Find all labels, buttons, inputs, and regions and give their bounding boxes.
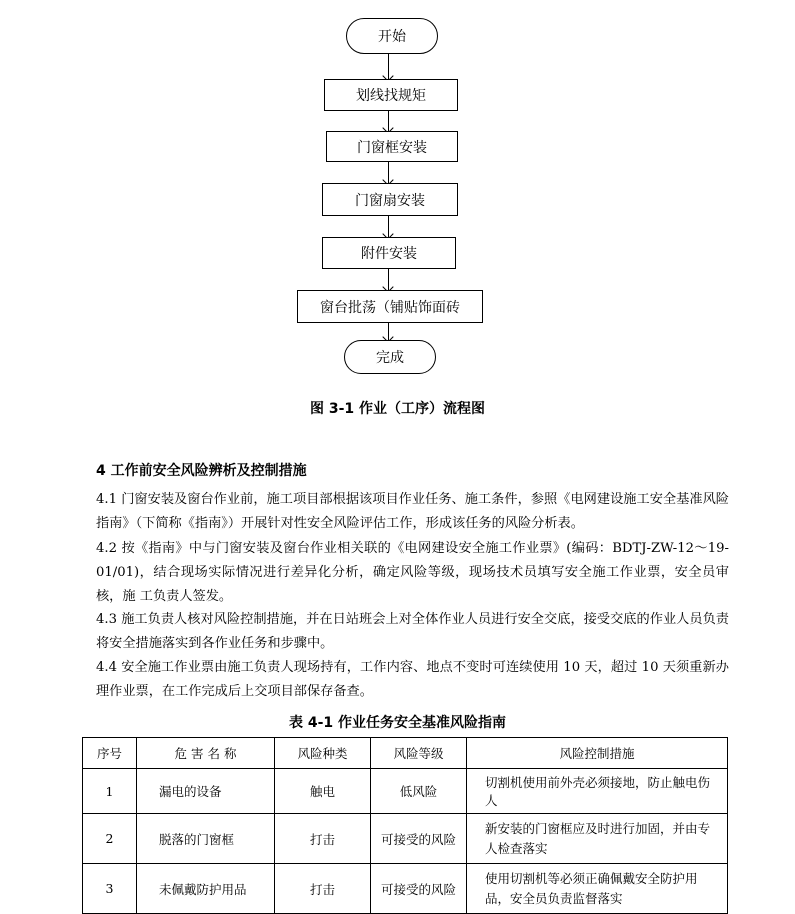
- flow-arrow: [388, 323, 389, 340]
- flow-arrow: [388, 162, 389, 183]
- table-header-row: [83, 738, 728, 769]
- figure-caption: 图 3-1 作业（工序）流程图: [309, 401, 486, 417]
- table-row: [83, 814, 728, 864]
- table-caption: 表 4-1 作业任务安全基准风险指南: [288, 715, 507, 731]
- cell-risk-level: 可接受的风险: [371, 814, 467, 864]
- cell-index: 2: [83, 814, 137, 864]
- header-index: 序号: [83, 738, 137, 769]
- table-row: [83, 769, 728, 814]
- flow-step-sash-install: 门窗扇安装: [322, 183, 458, 216]
- header-control-measures: 风险控制措施: [467, 738, 728, 769]
- cell-index: 3: [83, 864, 137, 914]
- cell-control-measures: 新安装的门窗框应及时进行加固，并由专人检查落实: [467, 814, 728, 864]
- header-hazard: 危 害 名 称: [137, 738, 275, 769]
- cell-risk-type: 打击: [275, 814, 371, 864]
- table-row: [83, 864, 728, 914]
- flow-step-frame-install: 门窗框安装: [326, 131, 458, 162]
- cell-hazard: 未佩戴防护用品: [137, 864, 275, 914]
- flow-arrow: [388, 216, 389, 237]
- flow-arrow: [388, 111, 389, 131]
- flow-arrow: [388, 54, 389, 79]
- flow-arrow: [388, 269, 389, 290]
- cell-control-measures: 切割机使用前外壳必须接地，防止触电伤人: [467, 769, 728, 814]
- flow-step-accessory-install: 附件安装: [322, 237, 456, 269]
- paragraph-4-2: 4.2 按《指南》中与门窗安装及窗台作业相关联的《电网建设安全施工作业票》(编码：BDTJ-ZW-12～19-01/01)，结合现场实际情况进行差异化分析，确定风险等级，现场技术员填写安全施工作业票，安全员审核，施 工负责人签发。: [96, 541, 729, 604]
- cell-risk-level: 低风险: [371, 769, 467, 814]
- cell-control-measures: 使用切割机等必须正确佩戴安全防护用品，安全员负责监督落实: [467, 864, 728, 914]
- flow-step-marking: 划线找规矩: [324, 79, 458, 111]
- cell-risk-level: 可接受的风险: [371, 864, 467, 914]
- cell-risk-type: 触电: [275, 769, 371, 814]
- flow-start: 开始: [346, 18, 438, 54]
- paragraph-4-4: 4.4 安全施工作业票由施工负责人现场持有，工作内容、地点不变时可连续使用 10 天，超过 10 天须重新办理作业票，在工作完成后上交项目部保存备查。: [96, 660, 729, 699]
- header-risk-type: 风险种类: [275, 738, 371, 769]
- flow-step-sill-plaster: 窗台批荡（铺贴饰面砖: [297, 290, 483, 323]
- header-risk-level: 风险等级: [371, 738, 467, 769]
- cell-hazard: 脱落的门窗框: [137, 814, 275, 864]
- paragraph-4-1: 4.1 门窗安装及窗台作业前，施工项目部根据该项目作业任务、施工条件，参照《电网建设施工安全基准风险 指南》（下简称《指南》）开展针对性安全风险评估工作，形成该任务的风险分析表。: [96, 492, 729, 531]
- flow-end: 完成: [344, 340, 436, 374]
- cell-hazard: 漏电的设备: [137, 769, 275, 814]
- paragraph-4-3: 4.3 施工负责人核对风险控制措施，并在日站班会上对全体作业人员进行安全交底，接受交底的作业人员负责将安全措施落实到各作业任务和步骤中。: [96, 612, 729, 651]
- section-heading: 4 工作前安全风险辨析及控制措施: [96, 463, 307, 479]
- risk-table: [82, 737, 728, 914]
- cell-index: 1: [83, 769, 137, 814]
- cell-risk-type: 打击: [275, 864, 371, 914]
